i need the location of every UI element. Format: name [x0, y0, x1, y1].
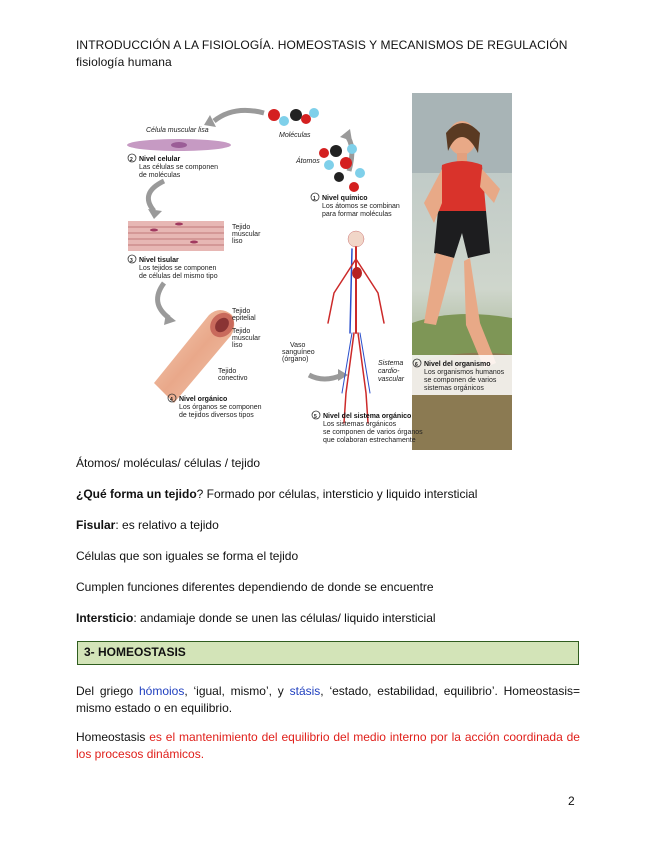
paragraph-cells: Células que son iguales se forma el tejido	[76, 549, 299, 563]
label-system-1: Sistema	[378, 360, 404, 367]
level3-title: Nivel tisular	[139, 257, 179, 264]
paragraph-etymology	[76, 683, 580, 717]
level6-title: Nivel del organismo	[424, 361, 491, 368]
label-system-2: cardio-	[378, 368, 400, 375]
level-number-2: 2	[130, 157, 133, 163]
label-epithelial-1: Tejido	[232, 308, 251, 315]
label-muscular-2: muscular	[232, 335, 261, 342]
level-number-3: 3	[130, 258, 133, 264]
tissue-question-bold: ¿Qué forma un tejido	[76, 487, 197, 501]
paragraph-definition	[76, 729, 580, 763]
definition-term: Homeostasis	[76, 730, 150, 744]
section-heading-homeostasis: 3- HOMEOSTASIS	[77, 641, 579, 665]
label-muscular-1: Tejido	[232, 328, 251, 335]
level4-title: Nivel orgánico	[179, 396, 228, 403]
label-cell: Célula muscular lisa	[146, 127, 209, 134]
definition-text: es el mantenimiento del equilibrio del medio interno por la acción coordinada de los procesos dinámicos.	[76, 730, 580, 761]
document-header-title: INTRODUCCIÓN A LA FISIOLOGÍA. HOMEOSTASIS Y MECANISMOS DE REGULACIÓN	[76, 38, 568, 52]
level1-desc2: para formar moléculas	[322, 211, 392, 218]
paragraph-functions: Cumplen funciones diferentes dependiendo de donde se encuentre	[76, 580, 434, 594]
label-tissue-smooth-1: Tejido	[232, 224, 251, 231]
level1-title: Nivel químico	[322, 195, 368, 202]
label-vessel-3: (órgano)	[282, 356, 309, 363]
label-connective-2: conectivo	[218, 375, 248, 382]
level5-desc3: que colaboran estrechamente	[323, 437, 416, 444]
intersticio-rest: : andamiaje donde se unen las células/ liquido intersticial	[133, 611, 436, 625]
fisular-bold: Fisular	[76, 518, 116, 532]
level-number-6: 6	[415, 362, 418, 368]
level-number-1: 1	[313, 196, 316, 202]
label-system-3: vascular	[378, 376, 405, 383]
paragraph-levels: Átomos/ moléculas/ células / tejido	[76, 456, 261, 470]
level2-desc2: de moléculas	[139, 172, 181, 179]
level1-desc1: Los átomos se combinan	[322, 203, 400, 210]
paragraph-fisular	[76, 517, 580, 534]
label-epithelial-2: epitelial	[232, 315, 256, 322]
level3-desc2: de células del mismo tipo	[139, 273, 218, 280]
level3-desc1: Los tejidos se componen	[139, 265, 217, 272]
label-connective-1: Tejido	[218, 368, 237, 375]
molecules-graphic	[268, 108, 365, 192]
label-vessel-2: sanguíneo	[282, 349, 315, 356]
level5-desc1: Los sistemas orgánicos	[323, 421, 397, 428]
level4-desc1: Los órganos se componen	[179, 404, 262, 411]
label-tissue-smooth-2: muscular	[232, 231, 261, 238]
page-number: 2	[568, 794, 575, 808]
level6-desc1: Los organismos humanos	[424, 369, 505, 376]
level6-desc3: sistemas orgánicos	[424, 385, 484, 392]
cardiovascular-body-graphic	[328, 231, 384, 423]
etymology-text-c: , ‘estado, estabilidad, equilibrio’. Homeostasis= mismo estado o en equilibrio.	[76, 684, 580, 715]
level-number-5: 5	[314, 414, 317, 420]
level4-desc2: de tejidos diversos tipos	[179, 412, 254, 419]
level2-title: Nivel celular	[139, 156, 181, 163]
level6-desc2: se componen de varios	[424, 377, 497, 384]
level-number-4: 4	[170, 397, 173, 403]
level5-desc2: se componen de varios órganos	[323, 429, 423, 436]
organization-levels-figure	[124, 93, 512, 450]
intersticio-bold: Intersticio	[76, 611, 134, 625]
etymology-text-a: Del griego	[76, 684, 139, 698]
etymology-text-b: , ‘igual, mismo’, y	[184, 684, 290, 698]
fisular-rest: : es relativo a tejido	[115, 518, 219, 532]
tissue-question-rest: ? Formado por células, intersticio y liquido intersticial	[196, 487, 478, 501]
level2-desc1: Las células se componen	[139, 164, 218, 171]
runner-photo	[412, 93, 512, 450]
label-muscular-3: liso	[232, 342, 243, 349]
label-atoms: Átomos	[296, 158, 320, 165]
label-molecules: Moléculas	[279, 132, 311, 139]
level5-title: Nivel del sistema orgánico	[323, 413, 412, 420]
word-stasis: stásis	[289, 684, 321, 698]
label-vessel-1: Vaso	[290, 342, 306, 349]
document-header-subtitle: fisiología humana	[76, 55, 172, 69]
paragraph-tissue-question	[76, 486, 580, 503]
tissue-graphic	[128, 221, 224, 251]
word-homoios: hómoios	[138, 684, 185, 698]
label-tissue-smooth-3: liso	[232, 238, 243, 245]
paragraph-intersticio	[76, 610, 580, 627]
